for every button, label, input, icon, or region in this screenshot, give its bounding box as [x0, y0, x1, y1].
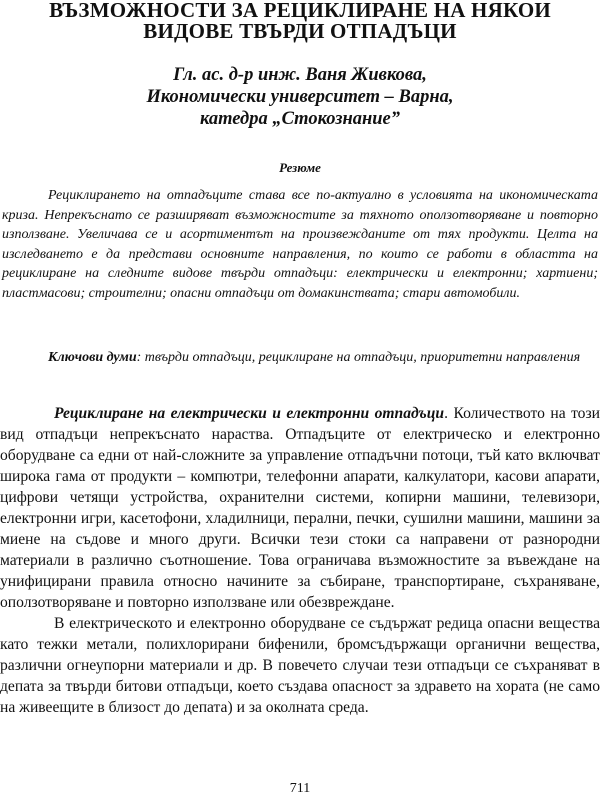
abstract-text: Рециклирането на отпадъците става все по-актуално в условията на икономическата криза. Непрекъснато се разширяват възможностите за тяхното оползотворяване и повторно използване. Увеличава се и асортиментът на произвежданите от тях продукти. Целта на изследването е да представи основните направления, по които се работи в областта на рециклиране на следните видове твърди отпадъци: електрически и електронни; хартиени; пластмасови; строителни; опасни отпадъци от домакинствата; стари автомобили.: [2, 188, 598, 301]
author-block: [0, 64, 600, 130]
paper-title-line-2: ВИДОВЕ ТВЪРДИ ОТПАДЪЦИ: [143, 19, 457, 43]
body-paragraph-1: [0, 403, 600, 613]
keywords-text: : твърди отпадъци, рециклиране на отпадъци, приоритетни направления: [136, 350, 581, 365]
paper-title-line-1: ВЪЗМОЖНОСТИ ЗА РЕЦИКЛИРАНЕ НА НЯКОИ: [49, 0, 551, 22]
keywords-label: Ключови думи: [48, 350, 137, 365]
author-department: катедра „Стокознание”: [199, 109, 401, 129]
paper-title: [0, 0, 600, 42]
author-affiliation: Икономически университет – Варна,: [146, 87, 454, 107]
body-paragraph-1-text: . Количеството на този вид отпадъци непрекъснато нараства. Отпадъците от електрическо и електронно оборудване са едни от най-сложните за управление отпадъчни потоци, тъй като включват широка гама от продукти – компютри, телефонни апарати, калкулатори, касови апарати, цифрови четящи устройства, охранителни системи, копирни машини, телевизори, електронни игри, касетофони, хладилници, перални, печки, сушилни машини, машини за миене на съдове и много други. Всички тези стоки са направени от разнородни материали в различно съотношение. Това ограничава възможностите за въвеждане на унифицирани правила относно начините за събиране, транспортиране, съхраняване, оползотворяване и повторно използване или обезвреждане.: [0, 405, 600, 611]
section-heading: Рециклиране на електрически и електронни отпадъци: [54, 405, 445, 422]
author-name: Гл. ас. д-р инж. Ваня Живкова,: [173, 65, 427, 85]
body-paragraph-2: В електрическото и електронно оборудване се съдържат редица опасни вещества като тежки метали, полихлорирани бифенили, бромсъдържащи органични вещества, различни огнеупорни материали и др. В повечето случаи тези отпадъци се съхраняват в депата за твърди битови отпадъци, което създава опасност за здравето на хората (не само на живеещите в близост до депата) и за околната среда.: [0, 615, 600, 716]
body-text: [0, 403, 600, 718]
page-number: 711: [289, 781, 311, 796]
abstract-heading: Резюме: [279, 160, 321, 175]
keywords-paragraph: [2, 348, 598, 368]
